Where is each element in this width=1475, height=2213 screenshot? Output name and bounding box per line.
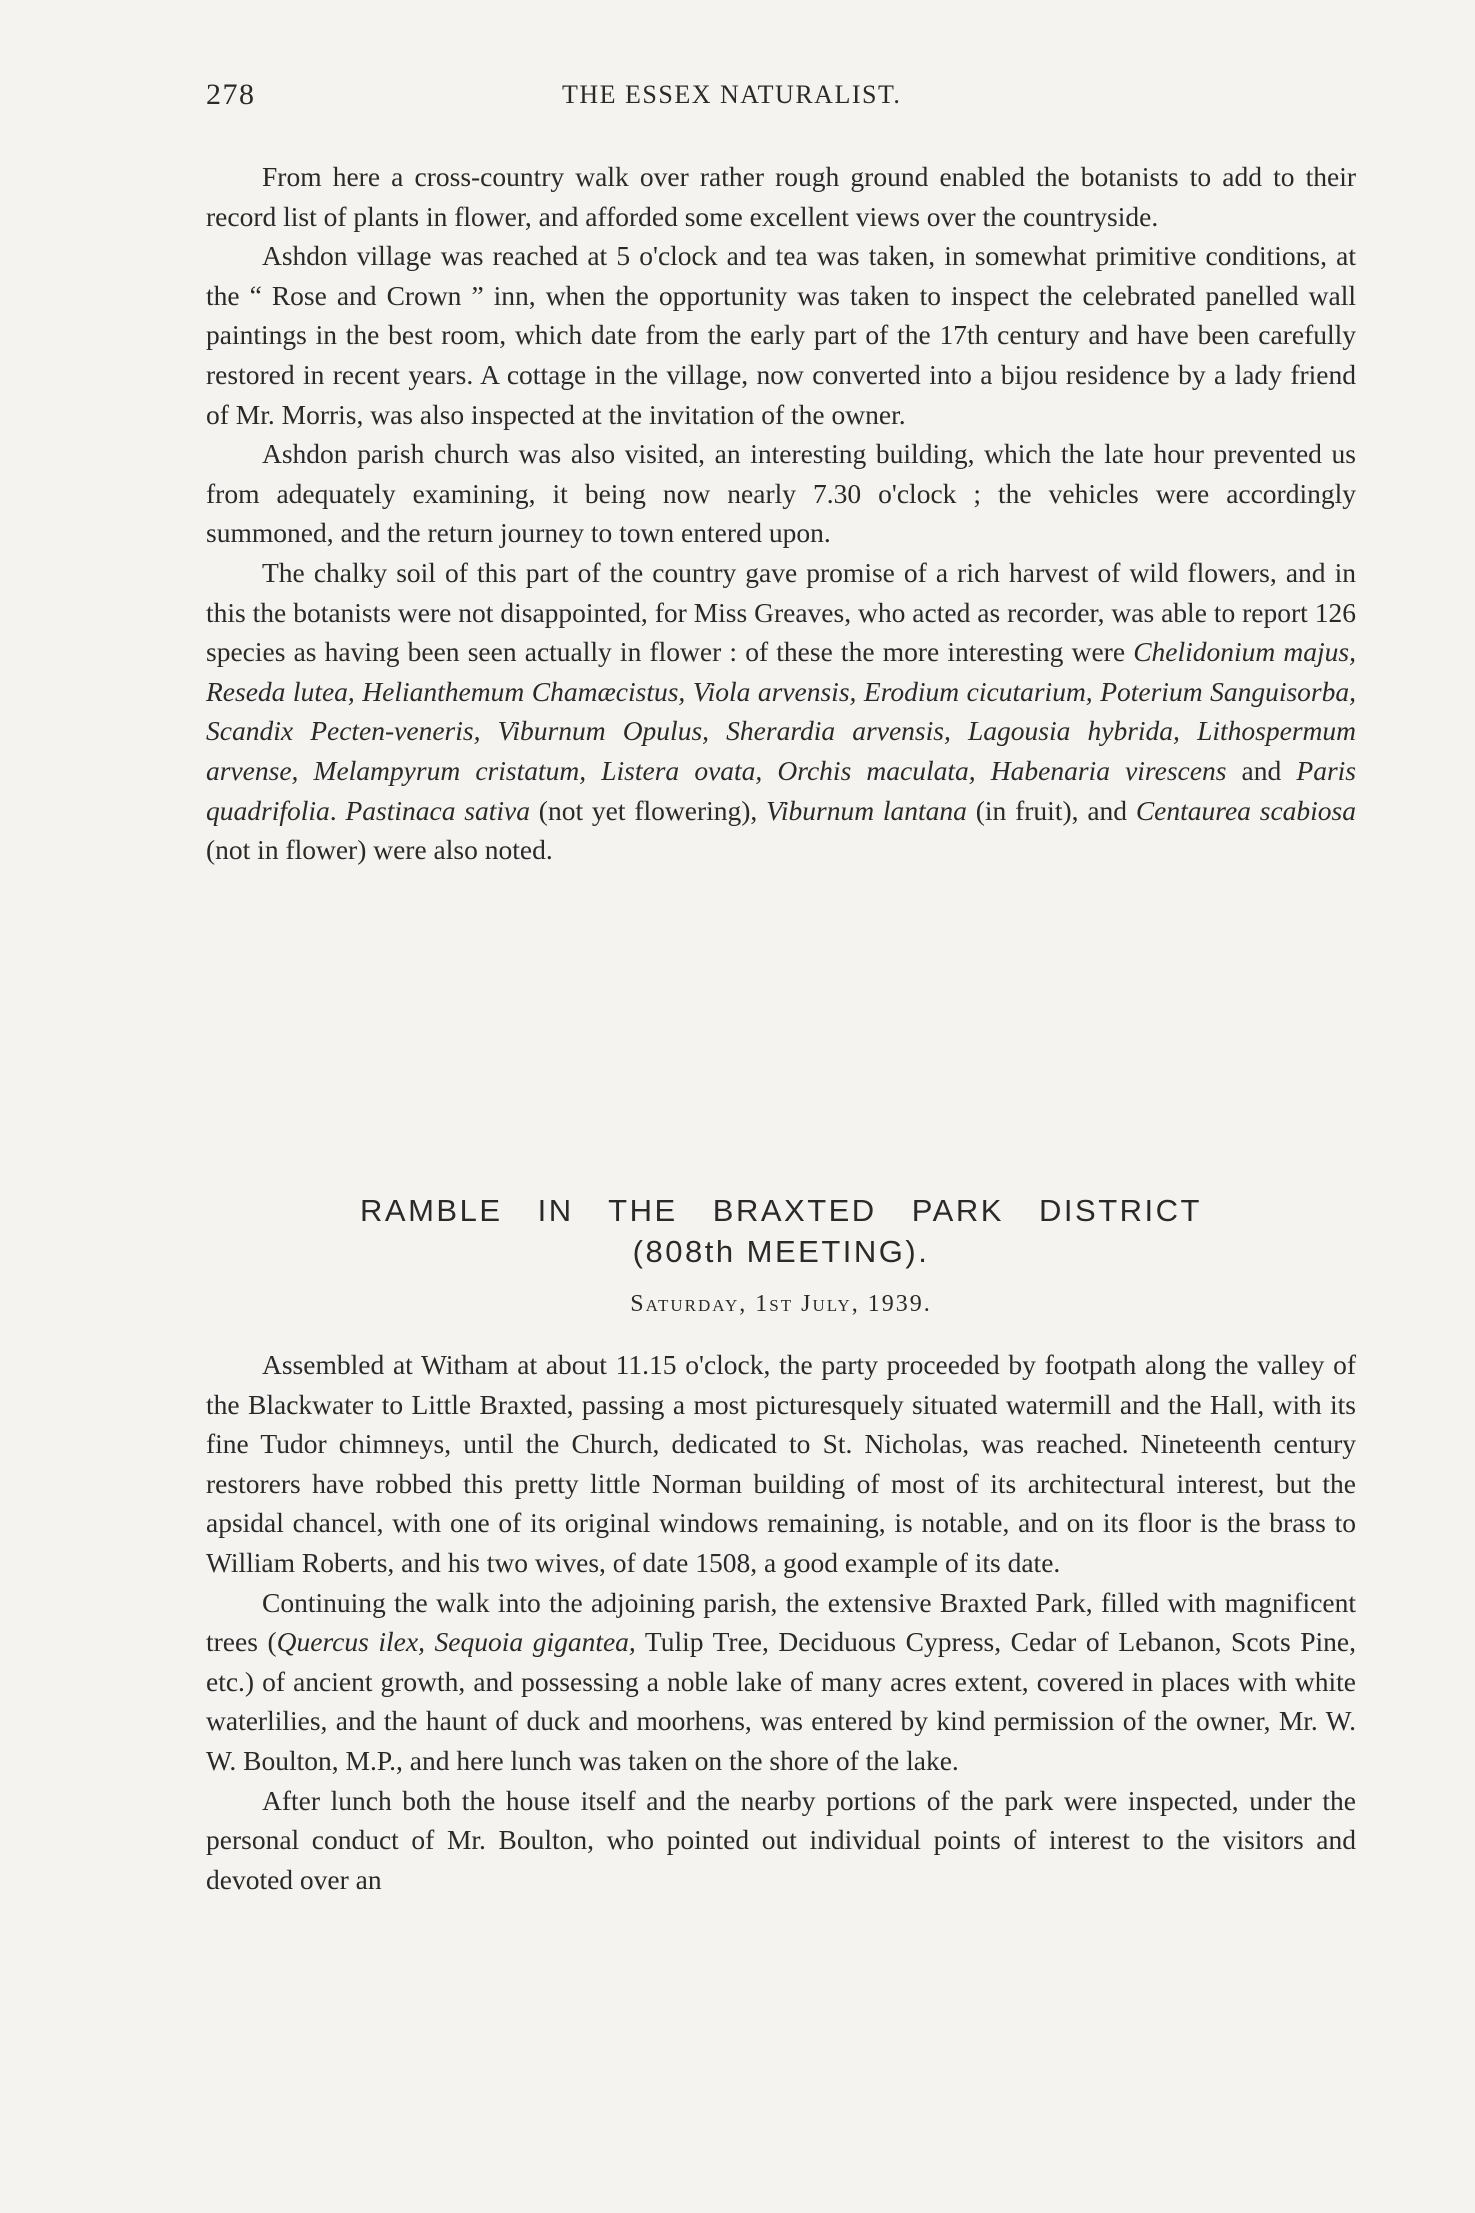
meeting-heading — [206, 1190, 1356, 1272]
species-name: Centaurea scabiosa — [1135, 794, 1356, 826]
running-head — [206, 78, 1355, 118]
species-name: Viburnum lantana — [766, 794, 967, 826]
park-intro: Continuing the walk into the adjoining parish, the extensive Braxted Park, filled with magnificent trees ( — [206, 1586, 1356, 1658]
note-text: (not yet flowering), — [529, 794, 767, 826]
conjunction: and — [1226, 754, 1297, 786]
paragraph: Assembled at Witham at about 11.15 o'clock, the party proceeded by footpath along the valley of the Blackwater to Little Braxted, passing a most picturesquely situated watermill and the Hall, with its fine Tudor chimneys, until the Church, dedicated to St. Nicholas, was reached. Nineteenth century restorers have robbed this pretty little Norman building of most of its architectural interest, but the apsidal chancel, with one of its original windows remaining, is notable, and on its floor is the brass to William Roberts, and his two wives, of date 1508, a good example of its date. — [206, 1349, 1356, 1578]
punctuation: . — [329, 794, 346, 826]
section-1-text — [206, 157, 1356, 870]
species-name: Paris quadrifolia — [206, 754, 1356, 826]
note-text: (not in flower) were also noted. — [206, 834, 553, 866]
journal-title: THE ESSEX NATURALIST. — [562, 80, 902, 109]
species-name: Pastinaca sativa — [345, 794, 530, 826]
species-list: Chelidonium majus, Reseda lutea, Helianthemum Chamæcistus, Viola arvensis, Erodium cicutarium, Poterium Sanguisorba, Scandix Pecten-veneris, Viburnum Opulus, Sherardia arvensis, Lagousia hybrida, Lithospermum arvense, Melampyrum cristatum, Listera ovata, Orchis maculata, Habenaria virescens — [206, 636, 1357, 786]
meeting-date — [206, 1291, 1356, 1318]
paragraph: Ashdon parish church was also visited, an interesting building, which the late hour prevented us from adequately examining, it being now nearly 7.30 o'clock ; the vehicles were accordingly summoned, and the return journey to town entered upon. — [206, 438, 1356, 549]
note-text: (in fruit), and — [966, 794, 1136, 826]
date-text: Saturday, 1st July, 1939. — [630, 1291, 932, 1317]
page-number: 278 — [206, 78, 256, 111]
paragraph: Ashdon village was reached at 5 o'clock and tea was taken, in somewhat primitive conditions, at the “ Rose and Crown ” inn, when the opportunity was taken to inspect the celebrated panelled wall paintings in the best room, which date from the early part of the 17th century and have been carefully restored in recent years. A cottage in the village, now converted into a bijou residence by a lady friend of Mr. Morris, was also inspected at the invitation of the owner. — [206, 240, 1356, 430]
paragraph-species — [206, 553, 1356, 870]
section-2-text — [206, 1345, 1356, 1899]
tree-species: Quercus ilex, Sequoia gigantea, — [276, 1626, 636, 1658]
meeting-number: (808th MEETING). — [632, 1234, 930, 1269]
paragraph: After lunch both the house itself and the nearby portions of the park were inspected, under the personal conduct of Mr. Boulton, who pointed out individual points of interest to the visitors and devoted over an — [206, 1784, 1356, 1895]
paragraph: From here a cross-country walk over rather rough ground enabled the botanists to add to their record list of plants in flower, and afforded some excellent views over the countryside. — [206, 161, 1356, 232]
species-intro: The chalky soil of this part of the country gave promise of a rich harvest of wild flowers, and in this the botanists were not disappointed, for Miss Greaves, who acted as recorder, was able to report 126 species as having been seen actually in flower : of these the more interesting were — [206, 556, 1356, 668]
park-rest: Tulip Tree, Deciduous Cypress, Cedar of Lebanon, Scots Pine, etc.) of ancient growth, and possessing a noble lake of many acres extent, covered in places with white waterlilies, and the haunt of duck and moorhens, was entered by kind permission of the owner, Mr. W. W. Boulton, M.P., and here lunch was taken on the shore of the lake. — [206, 1626, 1356, 1776]
paragraph-park — [206, 1583, 1356, 1781]
meeting-title: RAMBLE IN THE BRAXTED PARK DISTRICT — [360, 1193, 1202, 1228]
